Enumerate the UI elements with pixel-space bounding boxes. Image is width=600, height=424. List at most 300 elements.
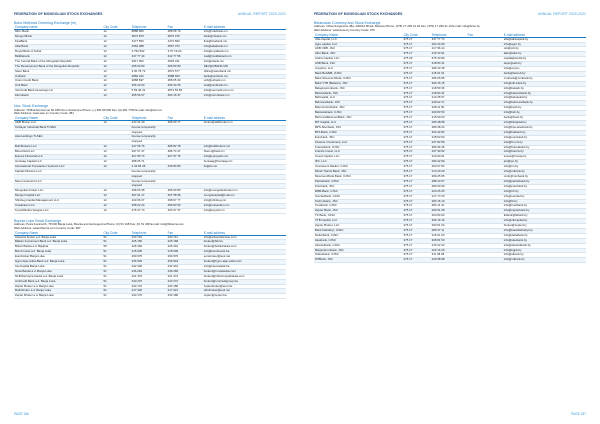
report-title: ANNUAL REPORT 2020-2021 — [237, 12, 286, 16]
table-cell: 375 17 — [403, 145, 431, 150]
table-cell: Belswissbank, CJSC — [314, 111, 403, 116]
table-cell: 4888 837 — [131, 79, 167, 84]
table-cell: Franzis Invest, LLC — [314, 150, 403, 155]
table-cell: 4563 388 — [131, 45, 167, 50]
table-cell: info@shinbeg.mn — [203, 199, 286, 204]
table-cell: 12 — [103, 50, 131, 55]
column-header: City Code — [103, 25, 131, 30]
table-cell: 486 65 40 — [167, 79, 203, 84]
table-cell: 336 500 — [131, 260, 167, 265]
table-cell: Middlebank — [14, 54, 103, 59]
table-cell: Royal Bank of Suhar — [14, 50, 103, 55]
table-cell: Ideabank, CJSC — [314, 238, 403, 243]
table-cell: Agro-capital, LLC — [314, 42, 403, 47]
table-cell: 375 17 — [403, 174, 431, 179]
table-cell: Hontaag Capital LLC — [14, 159, 103, 164]
org-name: FEDERATION OF MONGOLIAN STOCK EXCHANGES — [314, 12, 403, 16]
table-cell: 436 84 80 — [167, 164, 203, 169]
table-cell: Belarusbank, JSC — [314, 91, 403, 96]
table-cell: Moscow-Minsk Bank, OJSC — [314, 174, 403, 179]
table-cell: 51 — [103, 260, 131, 265]
table-cell: broker@bib.ba — [203, 240, 286, 245]
table-cell: 464 16 37 — [167, 94, 203, 99]
table-cell: 215 61 91 — [431, 71, 467, 76]
exchange-web: Web Address: www.bcse.by Country Code: 375 — [314, 28, 375, 32]
column-header: E-mail address — [203, 231, 286, 236]
members-table — [14, 25, 286, 99]
table-cell: 4872 870 — [131, 35, 167, 40]
table-cell: 210 45 57 — [431, 96, 467, 101]
table-cell: info@stbank.by — [503, 253, 586, 258]
table-cell: 290 51 64 — [431, 224, 467, 229]
table-cell: info@mongolianbroker.mn — [203, 189, 286, 194]
table-cell: 288 10 07 — [431, 179, 467, 184]
table-cell: 476 37 74 — [131, 209, 167, 214]
table-cell: 4472 560 — [167, 40, 203, 45]
table-cell: info@cbank.mn — [203, 59, 286, 64]
table-cell: Anyprice, LLC — [314, 67, 403, 72]
table-cell: Bond Invest a.d. Banja Luka — [14, 250, 103, 255]
page-number: PAGE 187 — [571, 412, 586, 416]
table-cell: 226 301 — [167, 245, 203, 250]
table-cell: info@absolutbank.by — [503, 243, 586, 248]
table-cell: 12 — [103, 204, 131, 209]
table-cell: Bank VTB (Belarus), JSC — [314, 81, 403, 86]
table-cell: UniCredit Bank a.d. Banja Luka — [14, 279, 103, 284]
table-cell: Zerimbank — [14, 94, 103, 99]
table-cell: info@bpsb.by — [503, 106, 586, 111]
column-header: Fax — [167, 231, 203, 236]
table-cell: 215 22 22 — [431, 243, 467, 248]
table-cell: Mao Investment LLC — [14, 179, 103, 184]
table-cell: ipc@ipc.by — [503, 160, 586, 165]
table-cell: info@fransabank.by — [503, 145, 586, 150]
table-cell: info@unisanken.mn — [203, 204, 286, 209]
table-cell: Unit Bank — [14, 84, 103, 89]
members-table — [314, 33, 586, 264]
table-cell: 12 — [103, 84, 131, 89]
table-cell: Investment Market, CJSC — [314, 165, 403, 170]
table-cell: info@bgpb.by — [503, 248, 586, 253]
table-cell: 495 60 80 — [167, 189, 203, 194]
table-cell: Bank Moscow-Minsk, OJSC — [314, 76, 403, 81]
table-cell: bank@belveb.by — [503, 71, 586, 76]
table-cell: Delta Bank, CJSC — [314, 233, 403, 238]
table-cell: stopped — [131, 184, 167, 189]
table-cell: Mongol Capital LLC — [14, 194, 103, 199]
table-cell: 229 98 98 — [431, 258, 467, 263]
table-cell: 239 02 17 — [431, 101, 467, 106]
table-cell: Invest Capital, LLC — [314, 155, 403, 160]
column-header: City Code — [403, 33, 431, 38]
table-cell: 233 711 — [167, 235, 203, 240]
table-cell: 375 17 — [403, 233, 431, 238]
table-cell: broker@adbbroker.mn — [203, 120, 286, 125]
table-cell: 12 — [103, 189, 131, 194]
table-cell: Statusbank, OJSC — [314, 253, 403, 258]
table-cell: 375 17 — [403, 194, 431, 199]
table-cell: The Central Bank of the Mongolian Republic — [14, 59, 103, 64]
table-cell: 375 17 — [403, 140, 431, 145]
table-cell: Zepter Broker a.d. Banja Luka — [14, 294, 103, 299]
table-cell: 233 170 — [131, 284, 167, 289]
table-cell: zepter@zepter.ba — [203, 294, 286, 299]
table-cell: 12 — [103, 74, 131, 79]
table-cell: 290 51 68 — [431, 209, 467, 214]
table-cell: 51 — [103, 284, 131, 289]
table-cell: info@koyold.mn — [203, 209, 286, 214]
table-cell: 375 17 — [403, 81, 431, 86]
table-cell: 375 17 — [403, 111, 431, 116]
table-cell: capital@andra.by — [503, 57, 586, 62]
table-cell: 218 59 36 — [431, 86, 467, 91]
table-cell: 375 17 — [403, 76, 431, 81]
table-cell: 289 37 11 — [431, 228, 467, 233]
table-cell: rafinbroker@teol.net — [203, 289, 286, 294]
table-cell: BTA Bank, CJSC — [314, 130, 403, 135]
table-cell: 12 — [103, 89, 131, 94]
table-cell: Kapital Partners LLC — [14, 169, 103, 174]
table-cell: DEV@CBANK.MN — [203, 64, 286, 69]
table-cell: MKC Bank — [14, 30, 103, 35]
table-cell: 4 33 84 36 — [131, 164, 167, 169]
table-cell: 51 — [103, 289, 131, 294]
table-cell: 200 83 53 — [431, 111, 467, 116]
section-title: Nov. Stock Exchange — [14, 104, 49, 109]
table-cell: 233 180 — [167, 284, 203, 289]
table-cell: 442 77 56 — [167, 54, 203, 59]
table-cell: ASB Bank, JSC — [314, 62, 403, 67]
table-cell: 465 56 07 — [131, 94, 167, 99]
table-cell: 4477 560 — [131, 40, 167, 45]
table-cell: info@mtbank.by — [503, 170, 586, 175]
table-cell: 4567 372 — [167, 45, 203, 50]
table-cell: NLB Razvojna banka a.d. Banja Luka — [14, 274, 103, 279]
table-cell: 237 30 62 — [431, 150, 467, 155]
table-cell: bank@bveb.by — [503, 116, 586, 121]
table-cell: 308 81 53 — [431, 238, 467, 243]
table-cell: 496 83 53 — [167, 204, 203, 209]
table-cell: Belagroprombank, JSC — [314, 86, 403, 91]
table-cell: 246 262 — [131, 269, 167, 274]
table-cell: info@bullbrokers.mn — [203, 145, 286, 150]
table-cell: 375 17 — [403, 130, 431, 135]
table-cell: 12 — [103, 30, 131, 35]
report-title: ANNUAL REPORT 2020-2021 — [537, 12, 586, 16]
table-cell: 375 17 — [403, 96, 431, 101]
table-cell: BIT Capital, LLC — [314, 121, 403, 126]
exchange-web: Web Address: www.sten.sv Country Code: 381 — [14, 111, 74, 116]
page-number: PAGE 186 — [14, 412, 29, 416]
table-cell: Belgazprombank, JSC — [314, 248, 403, 253]
table-cell: Terbayar Industrial Bank TLSEC — [14, 125, 103, 130]
table-cell: 204 44 69 — [431, 42, 467, 47]
column-header: City Code — [103, 231, 131, 236]
members-table — [14, 231, 286, 300]
table-cell: 12 — [103, 159, 131, 164]
table-cell: 327 97 76 — [167, 155, 203, 160]
section-title: Bourse Luke Stock Exchange — [14, 218, 62, 223]
table-cell: Trustbank, CJSC — [314, 204, 403, 209]
table-cell: 375 17 — [403, 91, 431, 96]
table-cell: 215 005 — [131, 250, 167, 255]
table-cell: Koyoldhimba Sangae LLC — [14, 209, 103, 214]
table-cell: 12 — [103, 145, 131, 150]
table-cell: 218 84 31 — [431, 91, 467, 96]
table-cell: 51 — [103, 274, 131, 279]
table-cell: 4872 577 — [167, 69, 203, 74]
table-cell: info@any.by — [503, 67, 586, 72]
table-cell: 375 17 — [403, 121, 431, 126]
table-cell: info@bps-sberbank.by — [503, 125, 586, 130]
table-cell: 217 321 — [167, 289, 203, 294]
table-cell: 225 168 — [167, 240, 203, 245]
table-cell: license temporarily — [131, 135, 167, 140]
table-cell: 12 — [103, 69, 131, 74]
table-cell: 4917 002 — [131, 59, 167, 64]
table-cell: 220 25 25 — [431, 189, 467, 194]
table-cell: brokeri@nlbrazvojnabanka.com — [203, 274, 286, 279]
table-cell: 215 01 03 — [431, 233, 467, 238]
table-cell: Sombelbank, CJSC — [314, 194, 403, 199]
table-cell: 375 17 — [403, 204, 431, 209]
table-cell: 290 975 — [131, 255, 167, 260]
table-cell: 463 37 37 — [167, 209, 203, 214]
table-cell: Unibank — [14, 74, 103, 79]
column-header: E-mail address — [203, 116, 286, 121]
table-cell: Bank Dabrabyt, OJSC — [314, 228, 403, 233]
table-cell: 290 42 09 — [431, 160, 467, 165]
table-cell: 12 — [103, 199, 131, 204]
table-cell: 4888 933 — [167, 74, 203, 79]
table-cell: 232 401 — [167, 264, 203, 269]
table-cell: 375 17 — [403, 170, 431, 175]
table-cell: info@intercapital.ba — [203, 264, 286, 269]
table-cell: 498 06 38 — [131, 189, 167, 194]
table-cell: Paritetbank, OJSC — [314, 179, 403, 184]
table-cell: 228 11 50 — [431, 106, 467, 111]
table-cell: Belinvestbank, JSC — [314, 101, 403, 106]
org-name: FEDERATION OF MONGOLIAN STOCK EXCHANGES — [14, 12, 103, 16]
table-cell: info@belapb.by — [503, 86, 586, 91]
table-cell — [467, 258, 503, 263]
column-header: Telephone — [131, 116, 167, 121]
table-cell: 4872 53 65 — [167, 89, 203, 94]
table-cell: Europe Financial LLC — [14, 155, 103, 160]
table-cell: 12 — [103, 94, 131, 99]
table-cell: 12 — [103, 120, 131, 125]
table-cell: mail@middlebank.mn — [203, 54, 286, 59]
table-cell: ADB Broker LLC — [14, 120, 103, 125]
table-cell: 221 470 — [131, 274, 167, 279]
table-cell: 486 74 47 — [167, 150, 203, 155]
table-cell: 375 17 — [403, 101, 431, 106]
table-cell: 336 518 — [167, 260, 203, 265]
table-cell: 215 60 00 — [431, 116, 467, 121]
table-cell: Mongolian broker LLC — [14, 189, 103, 194]
table-cell: Zepter Broker a.d. Banja Luka — [14, 284, 103, 289]
table-cell: TK Bank, CJSC — [314, 214, 403, 219]
table-cell: 675 33 80 — [431, 57, 467, 62]
table-cell: 375 17 — [403, 189, 431, 194]
table-cell: Minsk Transit Bank, JSC — [314, 170, 403, 175]
table-cell: 51 — [103, 294, 131, 299]
table-cell: 243 41 20 — [131, 120, 167, 125]
table-cell: 3 752 502 — [131, 50, 167, 55]
table-cell: info@im.by — [503, 165, 586, 170]
table-cell: 51 — [103, 279, 131, 284]
table-cell: 218 53 63 — [431, 135, 467, 140]
column-header: Company name — [14, 25, 103, 30]
table-cell: info@vtbcapital.by — [503, 219, 586, 224]
table-cell: bank@mbank.mn — [203, 35, 286, 40]
table-cell: stopped — [131, 140, 167, 145]
column-header: E-mail address — [203, 25, 286, 30]
table-cell: 375 17 — [403, 37, 431, 42]
table-cell: info@rrb.by — [503, 189, 586, 194]
page-header — [14, 12, 286, 19]
table-cell: Allur-Bank, JSC — [314, 52, 403, 57]
exchange-address: Address: Petra Kocica bb, 78 000 Banja Luka, Bosnia and Herzegovina Phone: (0) 51 348 Fax: (0) 51 348 E-mail: info@blberza.com — [14, 222, 184, 227]
table-cell: 215 006 — [167, 250, 203, 255]
table-cell: 375 17 — [403, 199, 431, 204]
table-cell: info@sombel.by — [503, 194, 586, 199]
table-cell: its@its.mn — [203, 164, 286, 169]
table-cell: 375 17 — [403, 86, 431, 91]
table-cell: license temporarily — [131, 169, 167, 174]
table-cell: Union Credit Bank — [14, 79, 103, 84]
table-cell: info@belcapital.by — [503, 96, 586, 101]
table-cell: info@belarusbank.by — [503, 91, 586, 96]
table-cell: International Transaction Systems LLC — [14, 164, 103, 169]
table-cell: 309 15 15 — [431, 81, 467, 86]
table-cell: license temporarily — [131, 125, 167, 130]
table-cell: info@zerimbank.mn — [203, 94, 286, 99]
table-cell: 375 17 — [403, 155, 431, 160]
table-row — [14, 294, 286, 299]
table-cell: brokeri@hypo-alpe-adria.com — [203, 260, 286, 265]
table-cell: Unisanken LLC — [14, 204, 103, 209]
table-cell: 327 95 74 — [131, 155, 167, 160]
table-cell: 289 90 90 — [431, 184, 467, 189]
table-cell: 295 38 88 — [431, 121, 467, 126]
table-cell: hontaag@hontaag.mn — [203, 159, 286, 164]
table-cell: 498 67 77 — [167, 199, 203, 204]
column-header: Company Name — [314, 33, 403, 38]
table-cell: info@zepterbank.by — [503, 209, 586, 214]
table-cell: 229 16 29 — [431, 248, 467, 253]
table-cell: MTBank, JSC — [314, 258, 403, 263]
table-cell: info@ideabank.by — [503, 238, 586, 243]
table-cell: 225 150 — [131, 240, 167, 245]
table-cell: 51 — [103, 269, 131, 274]
table-cell: 233 170 — [131, 294, 167, 299]
table-cell: info@europefin.mn — [203, 155, 286, 160]
table-cell: info@bsb.by — [503, 111, 586, 116]
table-cell: 466 43 25 — [167, 84, 203, 89]
table-cell: info@deltabank.by — [503, 233, 586, 238]
table-cell: 283 15 10 — [431, 199, 467, 204]
table-cell: 375 17 — [403, 258, 431, 263]
table-cell: 217 73 33 — [431, 194, 467, 199]
table-cell: 12 — [103, 194, 131, 199]
table-cell: 375 17 — [403, 219, 431, 224]
table-cell: eurobroker@teol.net — [203, 255, 286, 260]
section-title: Belarusian Currency and Stock Exchange — [314, 21, 381, 25]
table-cell: 3 57 19 20 — [167, 50, 203, 55]
right-page — [300, 0, 600, 424]
exchange-address: Address: 78 Bulchel Avenue 50 188 Novo Svetlovipe Phone: (+) 381 89 000 Fax: (0) 481 7790 E-mail: info@sten.sv — [14, 107, 163, 112]
table-cell: 232 400 — [131, 264, 167, 269]
table-cell: 246 266 — [167, 269, 203, 274]
table-cell: 375 17 — [403, 253, 431, 258]
table-cell: 375 17 — [403, 184, 431, 189]
table-cell: depo@asb.by — [503, 62, 586, 67]
table-cell: info@agro.by — [503, 42, 586, 47]
table-cell: 375 17 — [403, 116, 431, 121]
table-cell: ucb@ucbank.mn — [203, 79, 286, 84]
table-cell: Asia Holdings TLSEC — [14, 135, 103, 140]
table-cell: 375 17 — [403, 52, 431, 57]
table-cell: Advantis broker a.d. Banja Luka — [14, 235, 103, 240]
table-cell: 299 25 95 — [431, 76, 467, 81]
table-cell: Absolutbank, CJSC — [314, 243, 403, 248]
table-cell: 311 38 08 — [431, 253, 467, 258]
table-cell: info@tb.by — [503, 199, 586, 204]
table-cell: 375 17 — [403, 224, 431, 229]
table-cell: broker@bobarbanka.com — [203, 245, 286, 250]
table-cell: 375 17 — [403, 238, 431, 243]
table-cell: 12 — [103, 54, 131, 59]
table-cell: 375 17 — [403, 125, 431, 130]
table-cell: mmbank@mmbank.by — [503, 76, 586, 81]
table-cell: 217 96 14 — [431, 47, 467, 52]
table-cell: VTB Capital, LLC — [314, 219, 403, 224]
table-cell: 299 25 95 — [431, 174, 467, 179]
table-cell: FinaBank — [14, 40, 103, 45]
table-cell: 309 16 16 — [431, 219, 467, 224]
table-cell: 375 17 — [403, 165, 431, 170]
table-cell: info@priorbank.by — [503, 184, 586, 189]
table-cell: 218 84 31 — [431, 62, 467, 67]
table-cell: info@eurobank.by — [503, 135, 586, 140]
table-cell: 12 — [103, 155, 131, 160]
table-cell: 488 05 71 — [131, 159, 167, 164]
table-cell: info@bankdabrabyt.by — [503, 228, 586, 233]
table-cell: 375 17 — [403, 106, 431, 111]
table-cell: Bull Brokers LLC — [14, 145, 103, 150]
table-cell: 486 09 77 — [167, 120, 203, 125]
table-cell: info@royalbank.mn — [203, 50, 286, 55]
table-cell: Zepter Bank, JSC — [314, 209, 403, 214]
table-cell: Steer Bank — [14, 69, 103, 74]
page-header — [314, 12, 586, 19]
table-cell: 375 17 — [403, 42, 431, 47]
table-cell: 51 — [103, 240, 131, 245]
table-cell: invest@invcap.by — [503, 155, 586, 160]
table-cell: 347 77 74 — [431, 37, 467, 42]
table-cell: 12 — [103, 35, 131, 40]
table-cell: 375 17 — [403, 228, 431, 233]
table-cell: 447 77 44 — [131, 54, 167, 59]
table-cell: 375 17 — [403, 179, 431, 184]
table-cell: 375 17 — [403, 71, 431, 76]
table-cell: 4882 242 — [131, 74, 167, 79]
table-cell: Balkan Investment Bank a.d. Banja Luka — [14, 240, 103, 245]
table-cell: 289 48 24 — [431, 125, 467, 130]
table-cell: Bobar Banka a.d. Bijeljina — [14, 245, 103, 250]
table-cell: fina@finabank.mn — [203, 40, 286, 45]
